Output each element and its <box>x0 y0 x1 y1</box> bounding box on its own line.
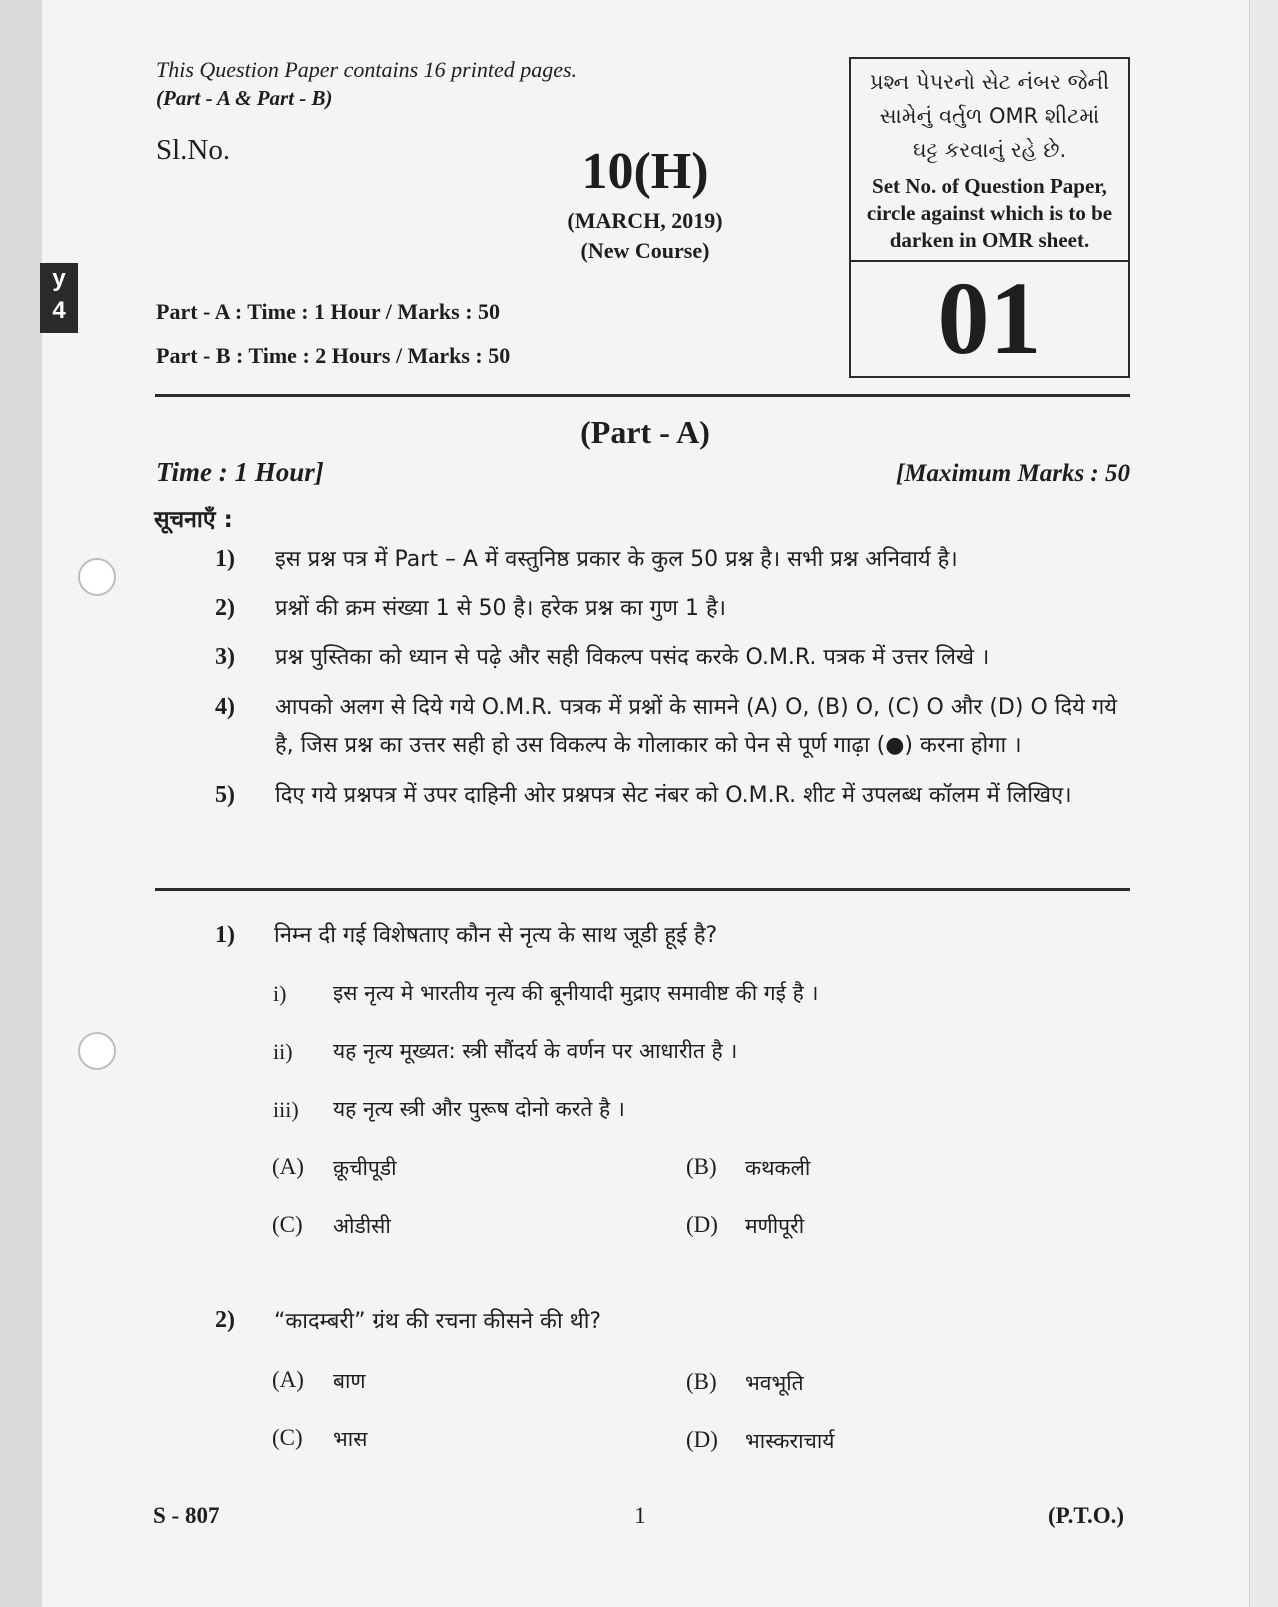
question-1-option-c-letter: (C) <box>272 1212 303 1237</box>
footer-pto: (P.T.O.) <box>1047 1503 1124 1528</box>
instruction-5-text: दिए गये प्रश्नपत्र में उपर दाहिनी ओर प्रश्नपत्र सेट नंबर को O.M.R. शीट में उपलब्ध कॉलम में लिखिए। <box>275 783 1072 808</box>
paper-code: 10(H) <box>581 143 709 200</box>
part-a-maximum-marks: [Maximum Marks : 50 <box>895 460 1130 487</box>
footer-paper-code: S - 807 <box>153 1503 220 1528</box>
side-tab-line-1: y <box>52 265 66 292</box>
instructions-divider <box>155 888 1130 891</box>
question-1-statement-3-text: यह नृत्य स्त्री और पुरूष दोनो करते है । <box>333 1097 625 1121</box>
question-1-number: 1) <box>215 922 235 948</box>
set-box-gujarati-line-3: ઘટ્ટ કરવાનું રહે છે. <box>912 138 1067 162</box>
instruction-4-number: 4) <box>215 694 235 720</box>
part-a-title: (Part - A) <box>580 414 710 450</box>
set-number-instructions <box>851 59 1128 262</box>
question-1-option-c-text: ओडीसी <box>333 1214 391 1238</box>
question-2-option-d-text: भास्कराचार्य <box>745 1429 835 1453</box>
question-1-statement-3-number: iii) <box>273 1097 299 1122</box>
side-tab-label <box>40 263 78 333</box>
question-2-option-a-letter: (A) <box>272 1367 304 1392</box>
question-1-option-d-letter: (D) <box>686 1212 718 1237</box>
header-divider <box>155 394 1130 397</box>
serial-number-label: Sl.No. <box>156 134 231 166</box>
instruction-3-text: प्रश्न पुस्तिका को ध्यान से पढ़े और सही विकल्प पसंद करके O.M.R. पत्रक में उत्तर लिखे । <box>275 645 990 670</box>
question-1-statement-1-text: इस नृत्य मे भारतीय नृत्य की बूनीयादी मुद्राए समावीष्ट की गई है । <box>333 981 819 1005</box>
instructions-heading: सूचनाएँ : <box>154 507 233 533</box>
question-1-statement-2-number: ii) <box>273 1039 293 1064</box>
instruction-2-text: प्रश्नों की क्रम संख्या 1 से 50 है। हरेक प्रश्न का गुण 1 है। <box>275 596 726 621</box>
course-type: (New Course) <box>580 238 710 263</box>
punch-hole-top <box>78 558 116 596</box>
question-2-option-b-letter: (B) <box>686 1369 717 1394</box>
scan-left-edge <box>0 0 42 1607</box>
question-1-statement-1-number: i) <box>273 981 287 1006</box>
parts-note: (Part - A & Part - B) <box>156 86 333 110</box>
instruction-5-number: 5) <box>215 782 235 808</box>
instruction-4-text: आपको अलग से दिये गये O.M.R. पत्रक में प्रश्नों के सामने (A) O, (B) O, (C) O और (D) O दिये गये है, जिस प्रश्न का उत्तर सही हो उस विकल्प के गोलाकार को पेन से पूर्ण गाढ़ा (●) करना होगा । <box>275 695 1118 758</box>
set-box-gujarati-line-1: પ્રશ્ન પેપરનો સેટ નંબર જેની <box>869 70 1110 94</box>
set-box-english-text <box>851 173 1128 254</box>
punch-hole-bottom <box>78 1032 116 1070</box>
set-box-english-line-3: darken in OMR sheet. <box>889 228 1090 252</box>
instruction-1-number: 1) <box>215 546 235 572</box>
question-2-text: “कादम्बरी” ग्रंथ की रचना कीसने की थी? <box>274 1309 602 1334</box>
question-2-option-c-letter: (C) <box>272 1425 303 1450</box>
question-2-option-c-text: भास <box>333 1427 368 1451</box>
question-1-text: निम्न दी गई विशेषताए कौन से नृत्य के साथ जूडी हूई है? <box>274 923 718 948</box>
part-b-time-marks: Part - B : Time : 2 Hours / Marks : 50 <box>156 343 511 368</box>
question-1-option-a-letter: (A) <box>272 1154 304 1179</box>
footer-page-number: 1 <box>634 1503 646 1528</box>
question-1-statement-2-text: यह नृत्य मूख्यत: स्त्री सौंदर्य के वर्णन पर आधारीत है । <box>333 1039 738 1063</box>
part-a-time: Time : 1 Hour] <box>156 457 324 487</box>
instruction-3-number: 3) <box>215 644 235 670</box>
set-number-box <box>849 57 1130 378</box>
question-2-option-a-text: बाण <box>333 1369 366 1393</box>
set-box-english-line-2: circle against which is to be <box>866 201 1113 225</box>
question-2-option-b-text: भवभूति <box>745 1371 804 1395</box>
scan-right-edge <box>1249 0 1278 1607</box>
part-a-time-marks: Part - A : Time : 1 Hour / Marks : 50 <box>156 299 501 324</box>
question-1-option-a-text: क़ूचीपूडी <box>333 1156 397 1180</box>
question-1-option-b-letter: (B) <box>686 1154 717 1179</box>
set-number-value: 01 <box>937 261 1042 376</box>
side-tab-line-2: 4 <box>52 297 66 324</box>
instruction-2-number: 2) <box>215 595 235 621</box>
instruction-1-text: इस प्रश्न पत्र में Part – A में वस्तुनिष्ठ प्रकार के कुल 50 प्रश्न है। सभी प्रश्न अनिवार्य है। <box>275 547 958 572</box>
set-box-english-line-1: Set No. of Question Paper, <box>872 174 1107 198</box>
exam-session: (MARCH, 2019) <box>567 208 723 233</box>
question-1-option-b-text: कथकली <box>745 1156 811 1180</box>
question-2-option-d-letter: (D) <box>686 1427 718 1452</box>
pages-note: This Question Paper contains 16 printed pages. <box>156 57 578 82</box>
question-1-option-d-text: मणीपूरी <box>745 1214 805 1238</box>
question-2-number: 2) <box>215 1307 235 1333</box>
set-box-gujarati-line-2: સામેનું વર્તુળ OMR શીટમાં <box>879 104 1100 128</box>
